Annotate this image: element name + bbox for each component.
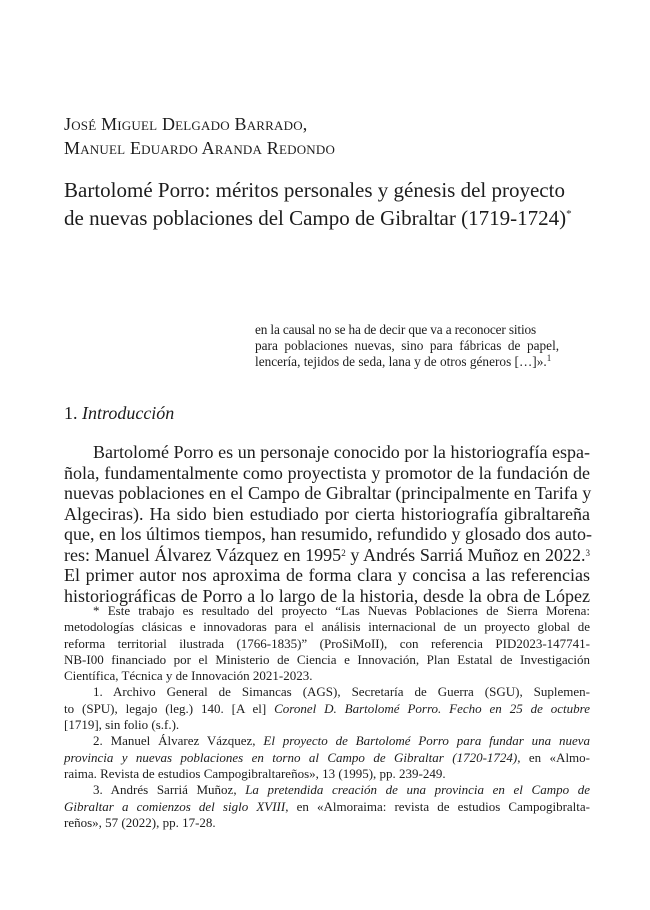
author-block (64, 112, 584, 160)
footnote-italic-text: El proyecto de Bartolomé Porro para fundar una nueva (263, 733, 590, 749)
body-line: que, en los últimos tiempos, han resumido, refundido y glosado dos auto- (64, 524, 592, 544)
footnote-italic-text: provincia y nuevas poblaciones en torno al Campo de Gibraltar (1720-1724) (64, 749, 518, 765)
footnote-text: 3. Andrés Sarriá Muñoz, (93, 782, 246, 798)
footnote-line (64, 733, 590, 749)
footnote-line (64, 701, 590, 717)
footnote-line: * Este trabajo es resultado del proyecto “Las Nuevas Poblaciones de Sierra Morena: (93, 603, 590, 618)
section-number: 1. (64, 403, 78, 423)
footnote-text: to (SPU), legajo (leg.) 140. [A el] (64, 700, 275, 716)
body-line: ñola, fundamentalmente como proyectista y promotor de la fundación de (64, 462, 590, 483)
epigraph-line-3 (255, 354, 590, 370)
epigraph-line-1: en la causal no se ha de decir que va a reconocer sitios (255, 322, 537, 337)
footnote-line: metodologías clásicas e innovadoras para el análisis internacional de un proyecto global de (64, 619, 590, 635)
epigraph (255, 322, 590, 370)
footnote-line: [1719], sin folio (s.f.). (64, 717, 180, 733)
footnote-text: 2. Manuel Álvarez Vázquez, (93, 733, 264, 749)
footnote-star (64, 603, 590, 684)
footnote-text: , en «Almo- (517, 749, 590, 765)
footnote-line (64, 750, 590, 766)
title-line-2-text: de nuevas poblaciones del Campo de Gibraltar (1719-1724) (64, 206, 567, 230)
title-line-2 (64, 204, 594, 232)
footnote-italic-text: La pretendida creación de una provincia en el Campo de (245, 782, 590, 798)
footnote-line: reforma territorial ilustrada (1766-1835)” (ProSiMoII), con referencia PID2023-147741- (64, 635, 590, 651)
body-paragraph (64, 442, 590, 606)
body-line: nuevas poblaciones en el Campo de Gibraltar (principalmente en Tarifa y (64, 483, 592, 503)
body-line: Algeciras). Ha sido bien estudiado por cierta historiografía gibraltareña (64, 503, 590, 524)
body-line (64, 545, 590, 566)
body-line: historiográficas de Porro a lo largo de la historia, desde la obra de López (64, 585, 590, 606)
body-line: Bartolomé Porro es un personaje conocido por la historiografía espa- (93, 442, 590, 462)
footnote-3 (64, 782, 590, 831)
footnote-ref-2: 2 (341, 547, 346, 558)
body-line: El primer autor nos aproxima de forma clara y concisa a las referencias (64, 565, 590, 585)
body-text: y Andrés Sarriá Muñoz en 2022. (345, 544, 586, 565)
footnote-text: , en «Almoraima: revista de estudios Campogibralta- (285, 798, 590, 814)
footnote-ref-3: 3 (585, 547, 590, 558)
footnote-1 (64, 684, 590, 733)
footnote-line (64, 782, 590, 798)
author-1: José Miguel Delgado Barrado, (64, 114, 308, 134)
footnote-line: raima. Revista de estudios Campogibraltareños», 13 (1995), pp. 239-249. (64, 765, 446, 781)
author-2: Manuel Eduardo Aranda Redondo (64, 138, 336, 158)
section-heading (64, 402, 174, 424)
section-title: Introducción (82, 403, 175, 423)
article-title (64, 176, 594, 232)
body-text: res: Manuel Álvarez Vázquez en 1995 (64, 544, 342, 565)
footnote-italic-text: Coronel D. Bartolomé Porro. Fecho en 25 de octubre (274, 700, 590, 716)
title-footnote-marker: * (566, 208, 572, 220)
footnote-line (64, 799, 590, 815)
title-line-1: Bartolomé Porro: méritos personales y génesis del proyecto (64, 178, 565, 202)
footnote-line: reños», 57 (2022), pp. 17-28. (64, 814, 216, 830)
epigraph-line-3-text: lencería, tejidos de seda, lana y de otros géneros […]». (255, 354, 547, 369)
footnote-line: Científica, Técnica y de Innovación 2021-2023. (64, 668, 313, 684)
footnote-line: 1. Archivo General de Simancas (AGS), Secretaría de Guerra (SGU), Suplemen- (93, 684, 590, 700)
footnote-line: NB-I00 financiado por el Ministerio de Ciencia e Innovación, Plan Estatal de Investigación (64, 651, 590, 667)
footnote-2 (64, 733, 590, 782)
footnote-ref-1: 1 (546, 353, 552, 363)
footnote-italic-text: Gibraltar a comienzos del siglo XVIII (64, 798, 286, 814)
footnotes (64, 603, 590, 831)
epigraph-line-2: para poblaciones nuevas, sino para fábricas de papel, (255, 338, 560, 353)
